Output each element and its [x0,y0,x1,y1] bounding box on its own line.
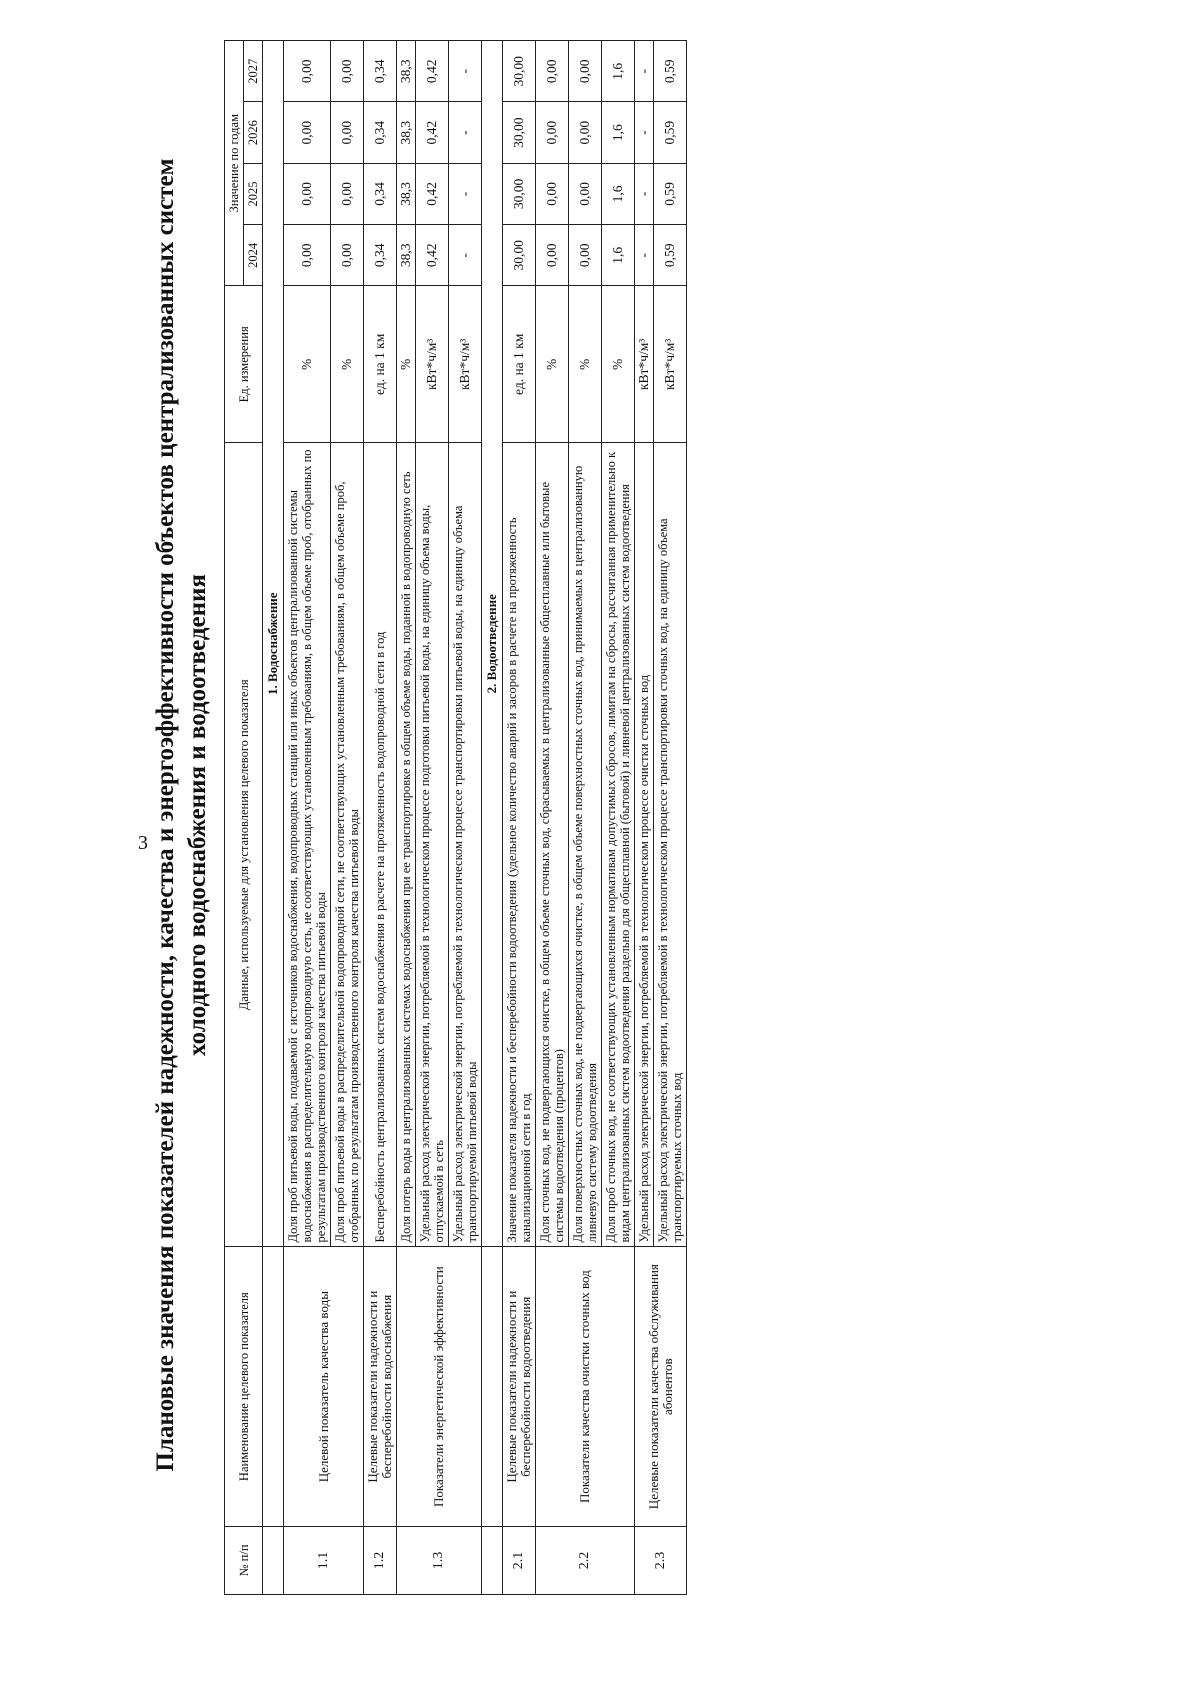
unit-cell: % [536,286,569,443]
row-number: 2.1 [503,1526,536,1594]
header-num: № п/п [225,1526,263,1594]
unit-cell: ед. на 1 км [364,286,397,443]
table-row [284,41,331,1595]
unit-cell: кВт*ч/м³ [416,286,449,443]
value-cell: 38,3 [397,225,416,286]
indicator-data: Удельный расход электрической энергии, потребляемой в технологическом процессе подготовки питьевой воды, на единицу объема воды, отпускаемой в сеть [416,443,449,1247]
unit-cell: % [602,286,635,443]
section-row [263,41,284,1595]
section-title: 2. Водоотведение [482,41,503,1247]
value-cell: - [449,225,482,286]
value-cell: 0,00 [284,102,331,163]
value-cell: 0,00 [331,225,364,286]
value-cell: 0,00 [331,102,364,163]
unit-cell: % [397,286,416,443]
header-data: Данные, используемые для установления целевого показателя [225,443,263,1247]
value-cell: 38,3 [397,102,416,163]
value-cell: 0,00 [284,41,331,102]
section-spacer [482,1247,503,1526]
indicator-name: Целевые показатели надежности и бесперебойности водоснабжения [364,1247,397,1526]
unit-cell: кВт*ч/м³ [449,286,482,443]
value-cell: - [449,102,482,163]
section-spacer [263,1526,284,1594]
value-cell: 1,6 [602,102,635,163]
value-cell: 0,00 [536,41,569,102]
header-year: 2027 [244,41,263,102]
indicator-data: Бесперебойность централизованных систем водоснабжения в расчете на протяженность водопроводной сети в год [364,443,397,1247]
section-row [482,41,503,1595]
section-title: 1. Водоснабжение [263,41,284,1247]
value-cell: 0,00 [284,225,331,286]
value-cell: 38,3 [397,163,416,224]
table-row [397,41,416,1595]
value-cell: 1,6 [602,163,635,224]
value-cell: - [635,102,654,163]
row-number: 1.3 [397,1526,482,1594]
unit-cell: ед. на 1 км [503,286,536,443]
row-number: 1.2 [364,1526,397,1594]
header-year: 2026 [244,102,263,163]
table-row [503,41,536,1595]
indicator-name: Целевые показатели надежности и бесперебойности водоотведения [503,1247,536,1526]
unit-cell: кВт*ч/м³ [654,286,687,443]
indicator-name: Показатели качества очистки сточных вод [536,1247,635,1526]
header-indicator: Наименование целевого показателя [225,1247,263,1526]
value-cell: 0,00 [331,41,364,102]
header-unit: Ед. измерения [225,286,263,443]
value-cell: 0,59 [654,163,687,224]
value-cell: 30,00 [503,41,536,102]
value-cell: 0,59 [654,102,687,163]
document-title [150,35,214,1595]
indicator-data: Удельный расход электрической энергии, потребляемой в технологическом процессе транспортировки сточных вод, на единицу объема транспортируемых сточных вод [654,443,687,1247]
indicators-table [224,40,687,1595]
header-values-by-year: Значение по годам [225,41,244,286]
indicator-data: Доля поверхностных сточных вод, не подвергающихся очистке, в общем объеме поверхностных сточных вод, принимаемых в централизованную ливневую систему водоотведения [569,443,602,1247]
section-spacer [482,1526,503,1594]
row-number: 1.1 [284,1526,364,1594]
value-cell: 0,00 [536,163,569,224]
rotated-sheet [150,35,1180,1595]
table-row [536,41,569,1595]
value-cell: 0,00 [284,163,331,224]
value-cell: 0,34 [364,163,397,224]
value-cell: 0,34 [364,225,397,286]
value-cell: 0,00 [536,225,569,286]
section-spacer [263,1247,284,1526]
unit-cell: % [569,286,602,443]
value-cell: 30,00 [503,225,536,286]
table-row [635,41,654,1595]
value-cell: - [635,41,654,102]
value-cell: 0,00 [331,163,364,224]
indicator-data: Доля проб питьевой воды в распределительной водопроводной сети, не соответствующих установленным требованиям, в общем объеме проб, отобранных по результатам производственного контроля качества питьевой воды [331,443,364,1247]
table-row [364,41,397,1595]
unit-cell: % [331,286,364,443]
table-body [263,41,687,1595]
value-cell: 0,42 [416,41,449,102]
value-cell: 0,59 [654,225,687,286]
value-cell: 0,34 [364,102,397,163]
value-cell: 38,3 [397,41,416,102]
value-cell: - [635,163,654,224]
row-number: 2.2 [536,1526,635,1594]
value-cell: 0,00 [569,163,602,224]
value-cell: 30,00 [503,163,536,224]
value-cell: 1,6 [602,225,635,286]
value-cell: 0,00 [569,41,602,102]
value-cell: - [449,41,482,102]
value-cell: 1,6 [602,41,635,102]
value-cell: - [635,225,654,286]
unit-cell: кВт*ч/м³ [635,286,654,443]
unit-cell: % [284,286,331,443]
value-cell: 0,42 [416,225,449,286]
indicator-name: Показатели энергетической эффективности [397,1247,482,1526]
indicator-name: Целевой показатель качества воды [284,1247,364,1526]
indicator-data: Удельный расход электрической энергии, потребляемой в технологическом процессе очистки сточных вод [635,443,654,1247]
indicator-data: Доля проб питьевой воды, подаваемой с источников водоснабжения, водопроводных станций или иных объектов централизованной системы водоснабжения в распределительную водопроводную сеть, не соответствующих установленным требованиям, в общем объеме проб, отобранных по результатам производственного контроля качества питьевой воды [284,443,331,1247]
value-cell: 0,59 [654,41,687,102]
value-cell: 0,34 [364,41,397,102]
value-cell: 0,00 [569,225,602,286]
value-cell: 0,42 [416,163,449,224]
indicator-name: Целевые показатели качества обслуживания абонентов [635,1247,687,1526]
indicator-data: Значение показателя надежности и бесперебойности водоотведения (удельное количество аварий и засоров в расчете на протяженность канализационной сети в год [503,443,536,1247]
page-number: 3 [138,832,148,854]
header-year: 2025 [244,163,263,224]
value-cell: 0,42 [416,102,449,163]
value-cell: - [449,163,482,224]
indicator-data: Доля проб сточных вод, не соответствующих установленным нормативам допустимых сбросов, лимитам на сбросы, рассчитанная применительно к видам централизованных систем водоотведения раздельно для общесплавной (бытовой) и ливневой централизованных систем водоотведения [602,443,635,1247]
value-cell: 0,00 [536,102,569,163]
indicator-data: Удельный расход электрической энергии, потребляемой в технологическом процессе транспортировки питьевой воды, на единицу объема транспортируемой питьевой воды [449,443,482,1247]
title-line-2: холодного водоснабжения и водоотведения [184,574,211,1056]
header-year: 2024 [244,225,263,286]
value-cell: 0,00 [569,102,602,163]
title-line-1: Плановые значения показателей надежности, качества и энергоэффективности объектов централизованных систем [152,158,179,1472]
value-cell: 30,00 [503,102,536,163]
indicator-data: Доля сточных вод, не подвергающихся очистке, в общем объеме сточных вод, сбрасываемых в централизованные общесплавные или бытовые системы водоотведения (процентов) [536,443,569,1247]
indicator-data: Доля потерь воды в централизованных системах водоснабжения при ее транспортировке в общем объеме воды, поданной в водопроводную сеть [397,443,416,1247]
row-number: 2.3 [635,1526,687,1594]
